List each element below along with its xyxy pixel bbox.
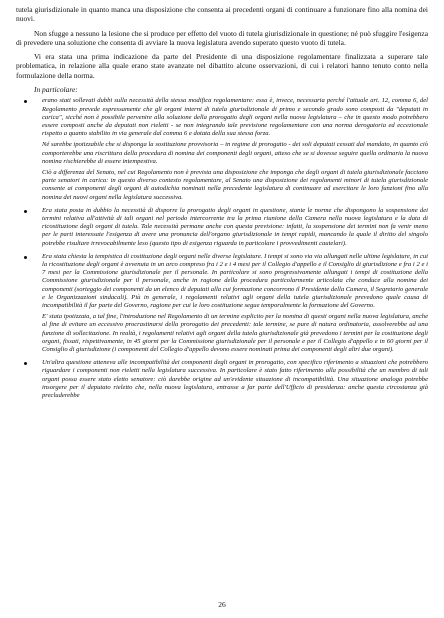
observations-list [16, 97, 428, 400]
paragraph-indicazione: Vi era stata una prima indicazione da parte del Presidente di una disposizione regolamentare finalizzata a superare tale problematica, in relazione alla quale erano state avanzate nel dibattito alcune osservazioni, di cui i relatori hanno tenuto conto nella formulazione della norma. [16, 52, 428, 80]
list-item-paragraph: E' stata ipotizzata, a tal fine, l'introduzione nel Regolamento di un termine esplicito per la nomina di questi organi nella nuova legislatura, anche al fine di evitare un eccessivo procrastinarsi della prorogatio dei precedenti: tale termine, se pure di natura ordinatoria, assolverebbe ad una funzione di sollecitazione. In realtà, i regolamenti relativi agli organi della tutela giurisdizionale già prevedono i termini per la costituzione degli organi, fissati, rispettivamente, in 45 giorni per la Commissione giurisdizionale per il personale e per il Collegio d'appello e in 60 giorni per il Consiglio di giurisdizione (i componenti del Collegio d'appello devono essere nominati prima dei componenti degli altri due organi). [42, 313, 428, 354]
list-item-paragraph: Era stata posta in dubbio la necessità di disporre la prorogatio degli organi in questione, stante le norme che dispongono la sospensione dei termini relativa all'attività di tali organi nel periodo intercorrente tra la prima riunione della Camera nella nuova legislatura e la data di ricostituzione degli organi di tutela. Tale necessità permane anche con questa previsione: infatti, la sospensione dei termini non fa venir meno per le parti interessate l'esigenza di avere una pronuncia dell'organo giurisdizionale in tempi rapidi, mancando la quale il diritto del singolo potrebbe risultare irrevocabilmente leso (questo tipo di esigenza riguarda in particolare i provvedimenti cautelari). [42, 206, 428, 247]
list-intro: In particolare: [34, 85, 78, 95]
list-item [16, 253, 428, 354]
paragraph-continuation: tutela giurisdizionale in quanto manca una disposizione che consenta ai precedenti organi di continuare a funzionare fino alla nomina dei nuovi. [16, 5, 428, 24]
page-number: 26 [218, 600, 226, 609]
bullet-icon [24, 210, 27, 213]
list-item [16, 97, 428, 201]
list-item-paragraph: Ciò a differenza del Senato, nel cui Regolamento non è prevista una disposizione che imponga che degli organi di tutela giurisdizionale facciano parte senatori in carica: in questo diverso contesto regolamentare, al Senato una disposizione dei regolamenti minori di tutela giurisdizionale consente ai componenti degli organi di autodichia nominati nella precedente legislatura di continuare ad esercitare le loro funzioni fino alla nomina dei nuovi organi nella legislatura successiva. [42, 169, 428, 201]
bullet-icon [24, 256, 27, 259]
bullet-icon [24, 100, 27, 103]
list-item-paragraph: Né sarebbe ipotizzabile che si disponga la sostituzione provvisoria – in regime di prorogatio - dei soli deputati cessati dal mandato, in quanto ciò comporterebbe una riscrittura della procedura di nomina dei componenti degli organi, atteso che se si dovesse seguire quella ordinaria la nuova nomina rischierebbe di essere intempestiva. [42, 141, 428, 165]
list-item [16, 359, 428, 400]
paragraph-lesione: Non sfugge a nessuno la lesione che si produce per effetto del vuoto di tutela giurisdizionale in questione; né può sfuggire l'esigenza di prevedere una soluzione che consenta di avviare la nuova legislatura avendo superato questo vuoto di tutela. [16, 28, 428, 47]
list-item-paragraph: Un'altra questione atteneva alle incompatibilità dei componenti degli organi in prorogatio, con specifico riferimento a situazioni che potrebbero riguardare i componenti non rieletti nella legislatura successiva. In particolare è stato fatto riferimento alla possibilità che un membro di tali organi possa essere stato eletto senatore: ciò darebbe origine ad un'evidente situazione di incompatibilità. Una situazione analoga potrebbe insorgere per il deputato rieletto che, nella nuova legislatura, entrasse a far parte dell'Ufficio di presidenza: anche questa circostanza già precluderebbe [42, 359, 428, 400]
bullet-icon [24, 362, 27, 365]
list-item-paragraph: Era stata chiesta la tempistica di costituzione degli organi nelle diverse legislature. I tempi si sono via via allungati nelle ultime legislature, in cui la ricostituzione degli organi è avvenuta in un arco compreso fra i 2 e i 4 mesi per il Collegio d'appello e il Consiglio di giurisdizione e fra i 2 e i 7 mesi per la Commissione giurisdizionale per il personale. In particolare si sono progressivamente allungati i tempi di costituzione della Commissione giurisdizionale per il personale, anche in ragione della procedura particolarmente articolata che conduce alla nomina dei componenti (sorteggio dei componenti da un elenco di deputati alla cui formazione concorrono il Presidente della Camera, il Segretario generale e le Organizzazioni sindacali). Più in generale, i regolamenti relativi agli organi della tutela giurisdizionale prevedono quale causa di incompatibilità il far parte del Governo, ragione per cui le loro costituzione segue temporalmente la formazione del Governo. [42, 252, 428, 310]
list-item-paragraph: erano stati sollevati dubbi sulla necessità della stessa modifica regolamentare: essa è, invece, necessaria perché l'attuale art. 12, comma 6, del Regolamento prevede espressamente che gli organi interni di tutela giurisdizionale di primo e secondo grado sono composti da "deputati in carica", sicché non è possibile pervenire alla soluzione della prorogatio degli organi nella nuova legislatura – che in questo modo potrebbero essere composti anche da deputati non rieletti - se non integrando tale previsione regolamentare con una norma derogatoria ed eccezionale rispetto a quanto stabilito in via generale dal comma 6 e dotata della sua stessa forza. [42, 97, 428, 138]
list-item [16, 207, 428, 248]
